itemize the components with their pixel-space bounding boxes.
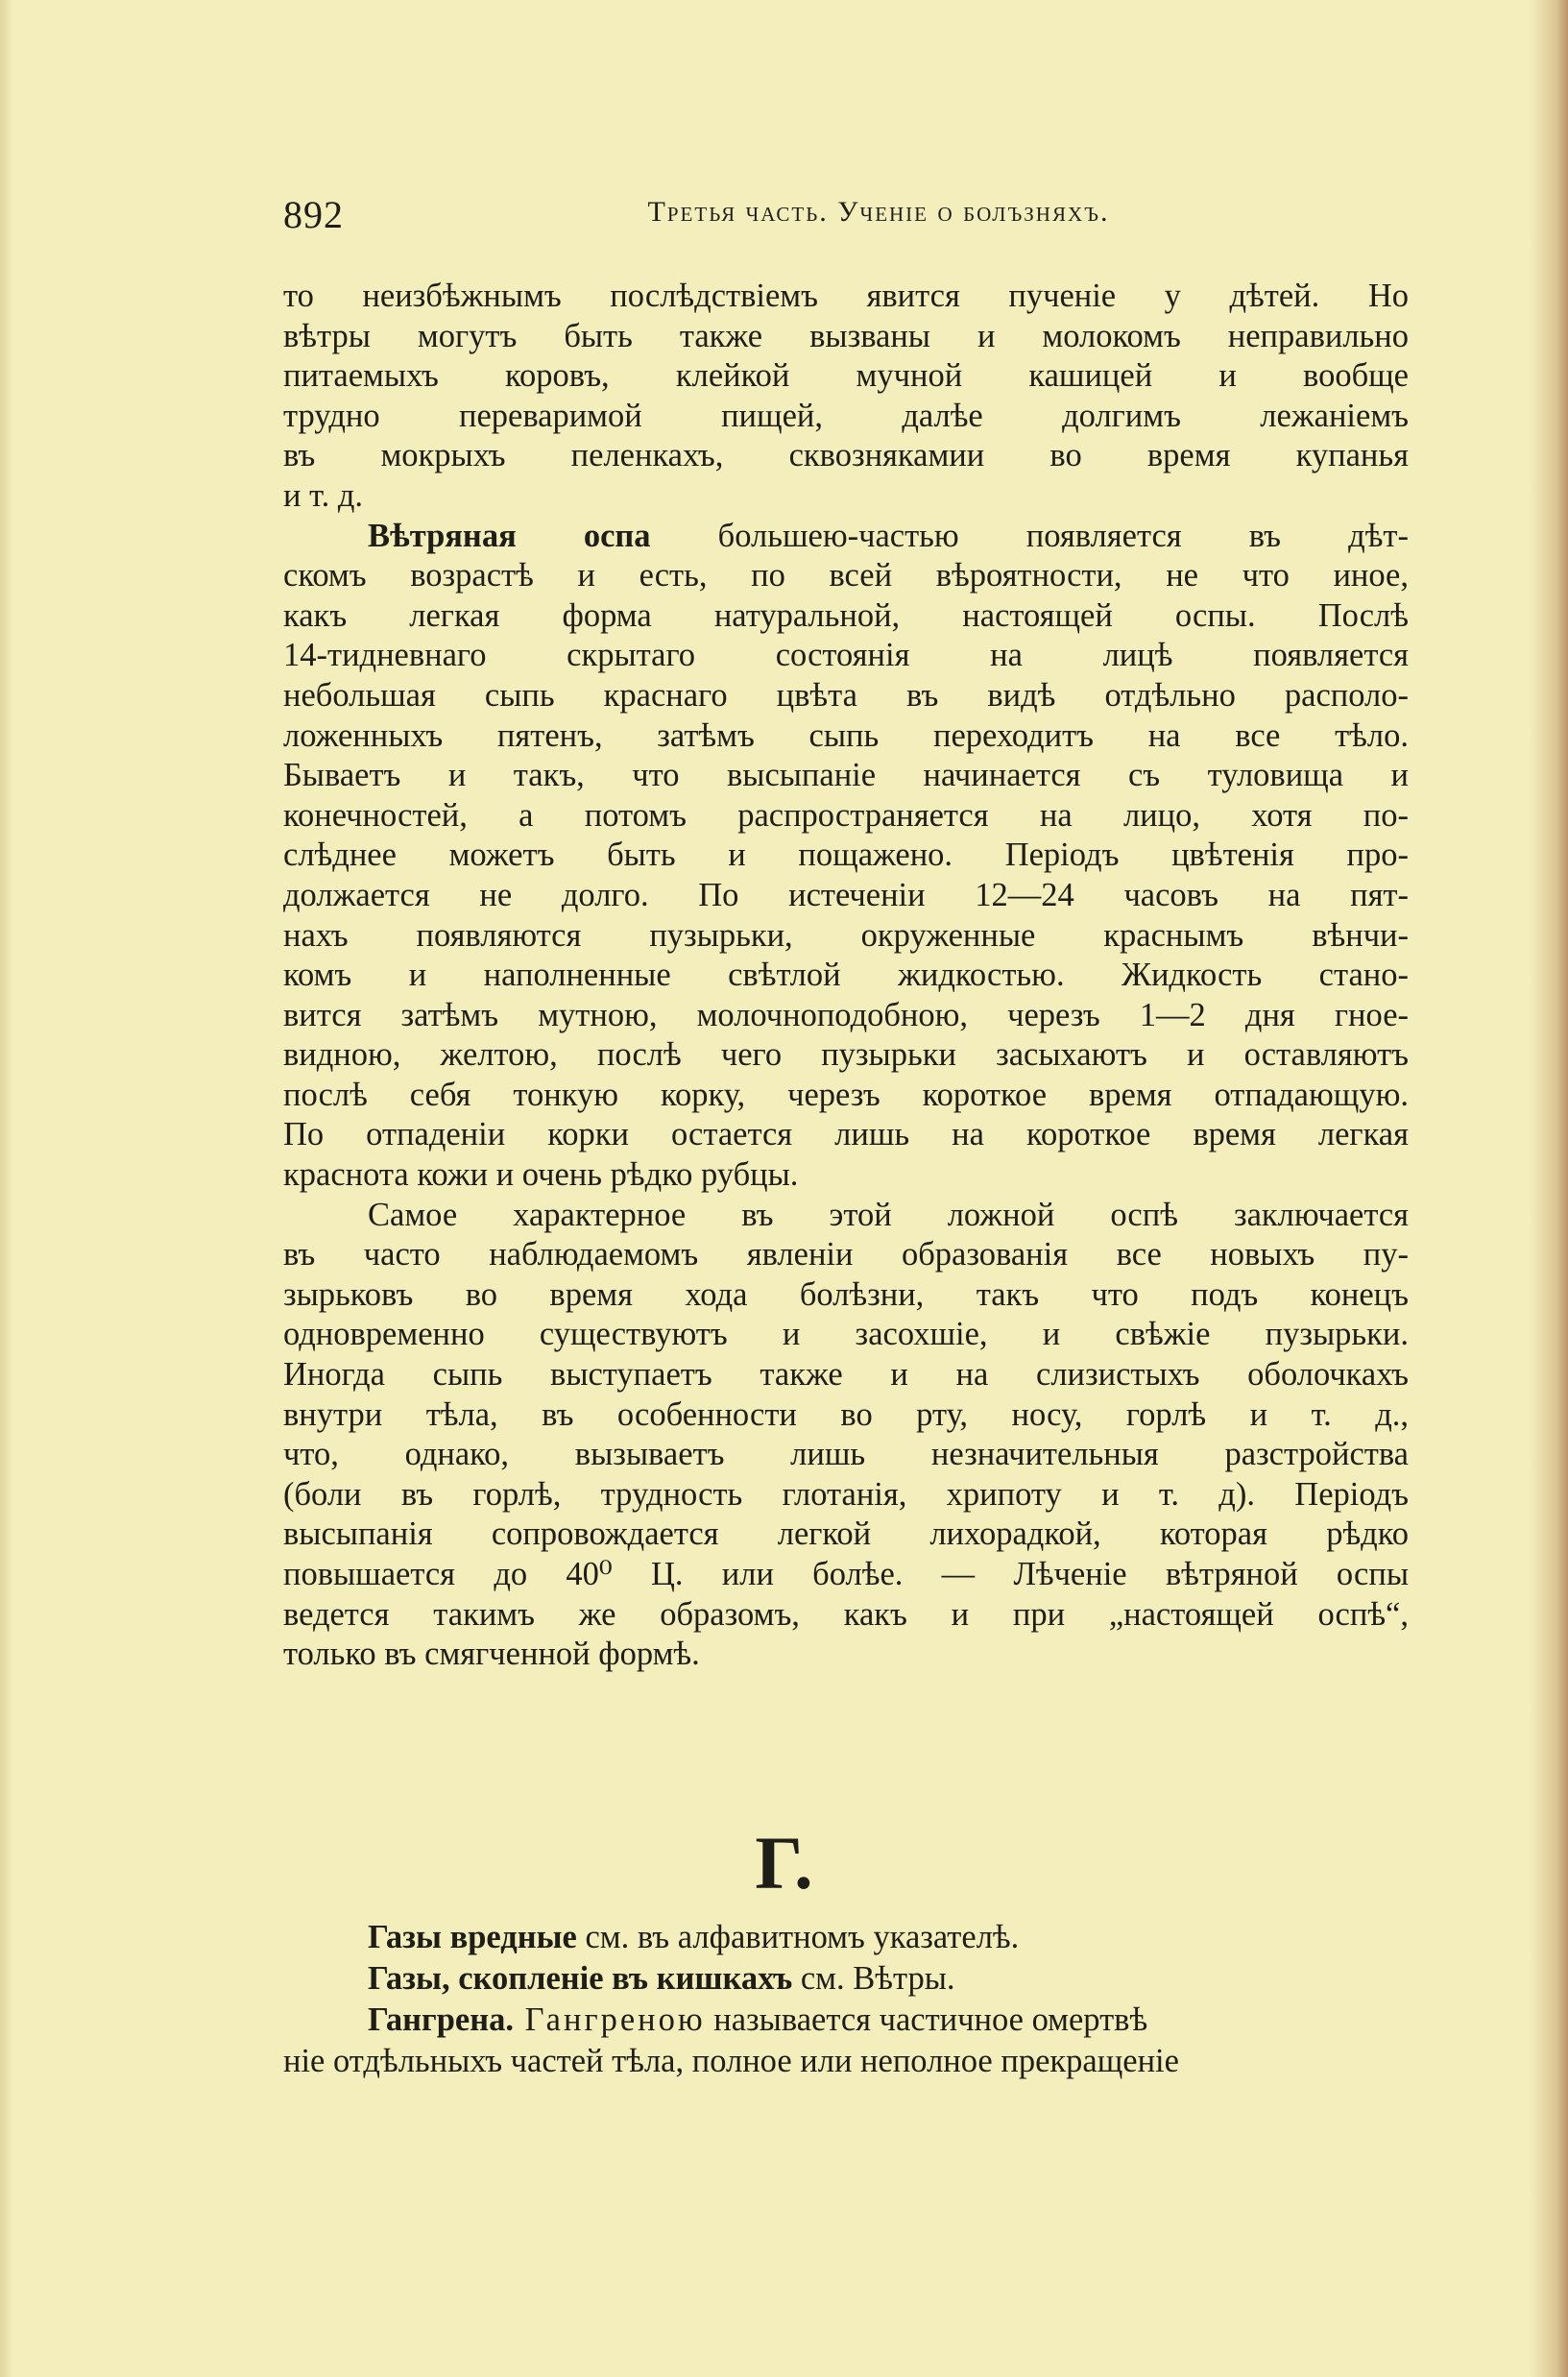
entry-term: Газы, скопленіе въ кишкахъ xyxy=(368,1960,793,1997)
page-header xyxy=(283,192,1416,250)
text-line: конечностей, а потомъ распространяется на лицо, хотя по- xyxy=(283,796,1409,834)
text-line: въ часто наблюдаемомъ явленіи образованія все новыхъ пу- xyxy=(283,1236,1409,1273)
text-line: послѣ себя тонкую корку, черезъ короткое время отпадающую. xyxy=(283,1076,1409,1113)
text-line: питаемыхъ коровъ, клейкой мучной кашицей и вообще xyxy=(283,357,1409,395)
text-line: слѣднее можетъ быть и пощажено. Періодъ цвѣтенія про- xyxy=(283,837,1409,874)
paragraph-chickenpox xyxy=(283,517,1409,1196)
text-line: видною, желтою, послѣ чего пузырьки засыхаютъ и оставляютъ xyxy=(283,1036,1409,1074)
text-line: должается не долго. По истеченіи 12—24 часовъ на пят- xyxy=(283,876,1409,913)
body-text xyxy=(283,277,1409,1675)
entry-gas-accumulation xyxy=(283,1958,1409,2000)
text-line: небольшая сыпь краснаго цвѣта въ видѣ отдѣльно располо- xyxy=(283,676,1409,714)
entry-term: Гангрена. xyxy=(368,2001,514,2038)
text-line: повышается до 40⁰ Ц. или болѣе. — Лѣченіе вѣтряной оспы xyxy=(283,1556,1409,1592)
text-line: Иногда сыпь выступаетъ также и на слизистыхъ оболочкахъ xyxy=(283,1356,1409,1394)
running-head: Третья часть. Ученiе о болъзняхъ. xyxy=(647,196,1110,228)
text-line xyxy=(283,517,1409,557)
text-line: скомъ возрастѣ и есть, по всей вѣроятности, не что иное, xyxy=(283,557,1409,594)
text-line: 14-тидневнаго скрытаго состоянія на лицѣ появляется xyxy=(283,637,1409,674)
entry-term: Вѣтряная оспа xyxy=(368,517,651,554)
page-edge-shadow xyxy=(1530,0,1568,2377)
entry-text: см. въ алфавитномъ указателѣ. xyxy=(576,1919,1020,1955)
text-line: Самое характерное въ этой ложной оспѣ заключается xyxy=(368,1196,1409,1233)
page-number: 892 xyxy=(283,193,344,236)
text-line: одновременно существуютъ и засохшіе, и свѣжіе пузырьки. xyxy=(283,1316,1409,1353)
entry-harmful-gases xyxy=(283,1917,1409,1958)
entry-gangrene xyxy=(283,2000,1409,2041)
dictionary-entries xyxy=(283,1917,1409,2082)
text-line: въ мокрыхъ пеленкахъ, сквознякамии во время купанья xyxy=(283,437,1409,474)
paragraph-1 xyxy=(283,277,1409,517)
paragraph-3 xyxy=(283,1196,1409,1675)
entry-spaced-word: Гангреною xyxy=(513,2001,706,2038)
text-line: (боли въ горлѣ, трудность глотанія, хрипоту и т. д). Періодъ xyxy=(283,1475,1409,1513)
text-line: краснота кожи и очень рѣдко рубцы. xyxy=(283,1156,799,1194)
text-line: ніе отдѣльныхъ частей тѣла, полное или неполное прекращеніе xyxy=(283,2043,1179,2079)
entry-term: Газы вредные xyxy=(368,1919,577,1955)
text-line: и т. д. xyxy=(283,476,363,514)
text-run: большею-частью появляется въ дѣт- xyxy=(650,517,1409,554)
text-line: ведется такимъ же образомъ, какъ и при „настоящей оспѣ“, xyxy=(283,1595,1409,1633)
text-line: какъ легкая форма натуральной, настоящей оспы. Послѣ xyxy=(283,596,1409,634)
text-line: вѣтры могутъ быть также вызваны и молокомъ неправильно xyxy=(283,317,1409,354)
entry-text: см. Вѣтры. xyxy=(792,1960,955,1997)
text-line: только въ смягченной формѣ. xyxy=(283,1636,700,1673)
text-line: Бываетъ и такъ, что высыпаніе начинается съ туловища и xyxy=(283,757,1409,794)
text-line: По отпаденіи корки остается лишь на короткое время легкая xyxy=(283,1116,1409,1153)
text-line: нахъ появляются пузырьки, окруженные краснымъ вѣнчи- xyxy=(283,916,1409,954)
text-line: комъ и наполненные свѣтлой жидкостью. Жидкость стано- xyxy=(283,957,1409,994)
text-line: высыпанія сопровождается легкой лихорадкой, которая рѣдко xyxy=(283,1516,1409,1553)
text-line: трудно переваримой пищей, далѣе долгимъ лежаніемъ xyxy=(283,397,1409,434)
text-line: то неизбѣжнымъ послѣдствіемъ явится пученіе у дѣтей. Но xyxy=(283,278,1409,314)
section-heading: Г. xyxy=(755,1821,813,1904)
text-line: зырьковъ во время хода болѣзни, такъ что подъ конецъ xyxy=(283,1275,1409,1313)
text-line: вится затѣмъ мутною, молочноподобною, черезъ 1—2 дня гное- xyxy=(283,996,1409,1033)
page-shadow-left xyxy=(0,0,13,2377)
text-line: внутри тѣла, въ особенности во рту, носу, горлѣ и т. д., xyxy=(283,1395,1409,1433)
text-line: что, однако, вызываетъ лишь незначительныя разстройства xyxy=(283,1436,1409,1473)
text-line: ложенныхъ пятенъ, затѣмъ сыпь переходитъ на все тѣло. xyxy=(283,716,1409,754)
entry-text: называется частичное омертвѣ xyxy=(705,2001,1148,2038)
